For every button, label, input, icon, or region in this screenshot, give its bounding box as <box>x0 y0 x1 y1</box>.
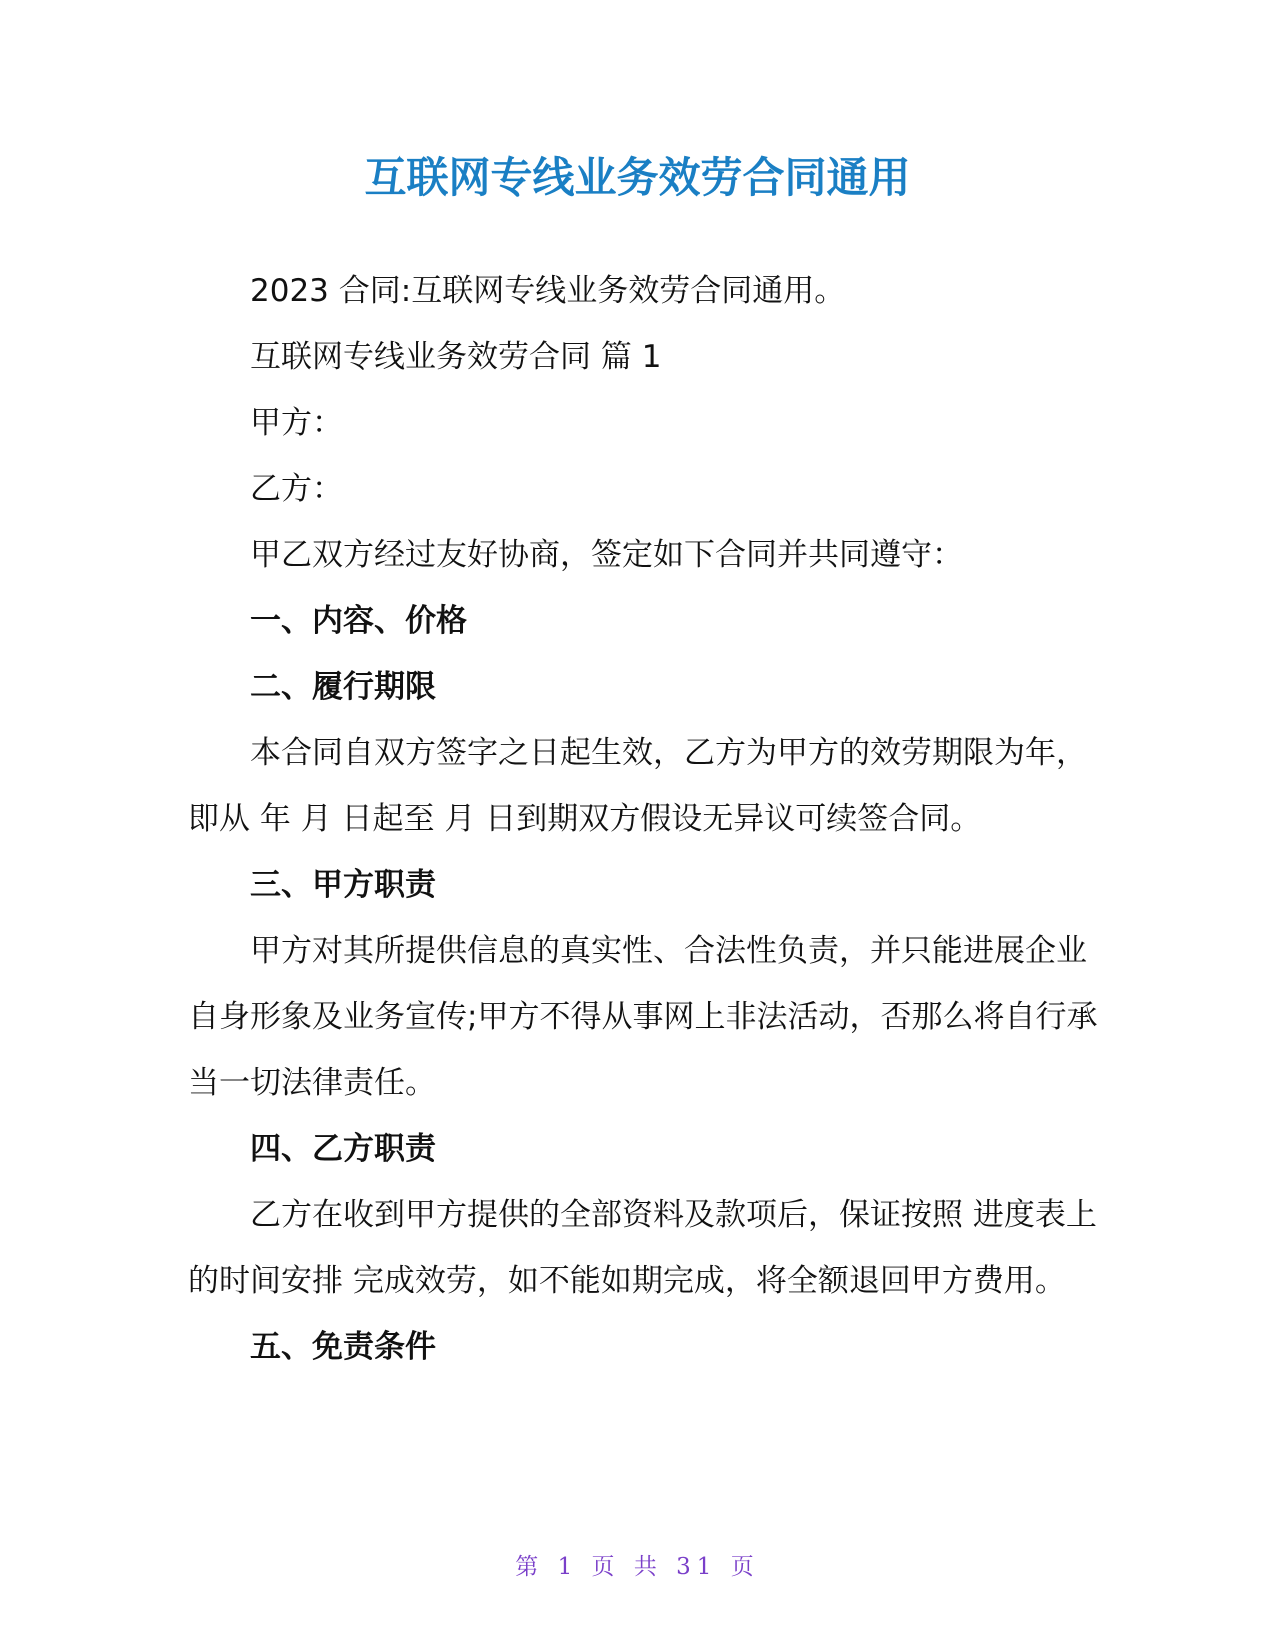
paragraph-subtitle: 互联网专线业务效劳合同 篇 1 <box>250 339 662 375</box>
paragraph-party-b: 乙方： <box>250 471 343 507</box>
page-number-footer: 第 1 页 共 31 页 <box>515 1554 760 1580</box>
section-heading-content-price: 一、内容、价格 <box>250 603 467 639</box>
paragraph-term: 本合同自双方签字之日起生效，乙方为甲方的效劳期限为年，即从 年 月 日起至 月 日到期双方假设无异议可续签合同。 <box>188 735 1087 837</box>
section-heading-exemption: 五、免责条件 <box>250 1329 436 1365</box>
document-body <box>188 258 1100 1380</box>
paragraph-agreement: 甲乙双方经过友好协商，签定如下合同并共同遵守： <box>250 537 963 573</box>
section-heading-party-a-duties: 三、甲方职责 <box>250 867 436 903</box>
document-title: 互联网专线业务效劳合同通用 <box>364 153 911 202</box>
paragraph-party-a-duties: 甲方对其所提供信息的真实性、合法性负责，并只能进展企业自身形象及业务宣传;甲方不得从事网上非法活动，否那么将自行承当一切法律责任。 <box>188 933 1098 1101</box>
section-heading-term: 二、履行期限 <box>250 669 436 705</box>
section-heading-party-b-duties: 四、乙方职责 <box>250 1131 436 1167</box>
paragraph-party-a: 甲方： <box>250 405 343 441</box>
paragraph-party-b-duties: 乙方在收到甲方提供的全部资料及款项后，保证按照 进度表上的时间安排 完成效劳，如不能如期完成，将全额退回甲方费用。 <box>188 1197 1097 1299</box>
paragraph-intro: 2023 合同:互联网专线业务效劳合同通用。 <box>250 273 846 309</box>
